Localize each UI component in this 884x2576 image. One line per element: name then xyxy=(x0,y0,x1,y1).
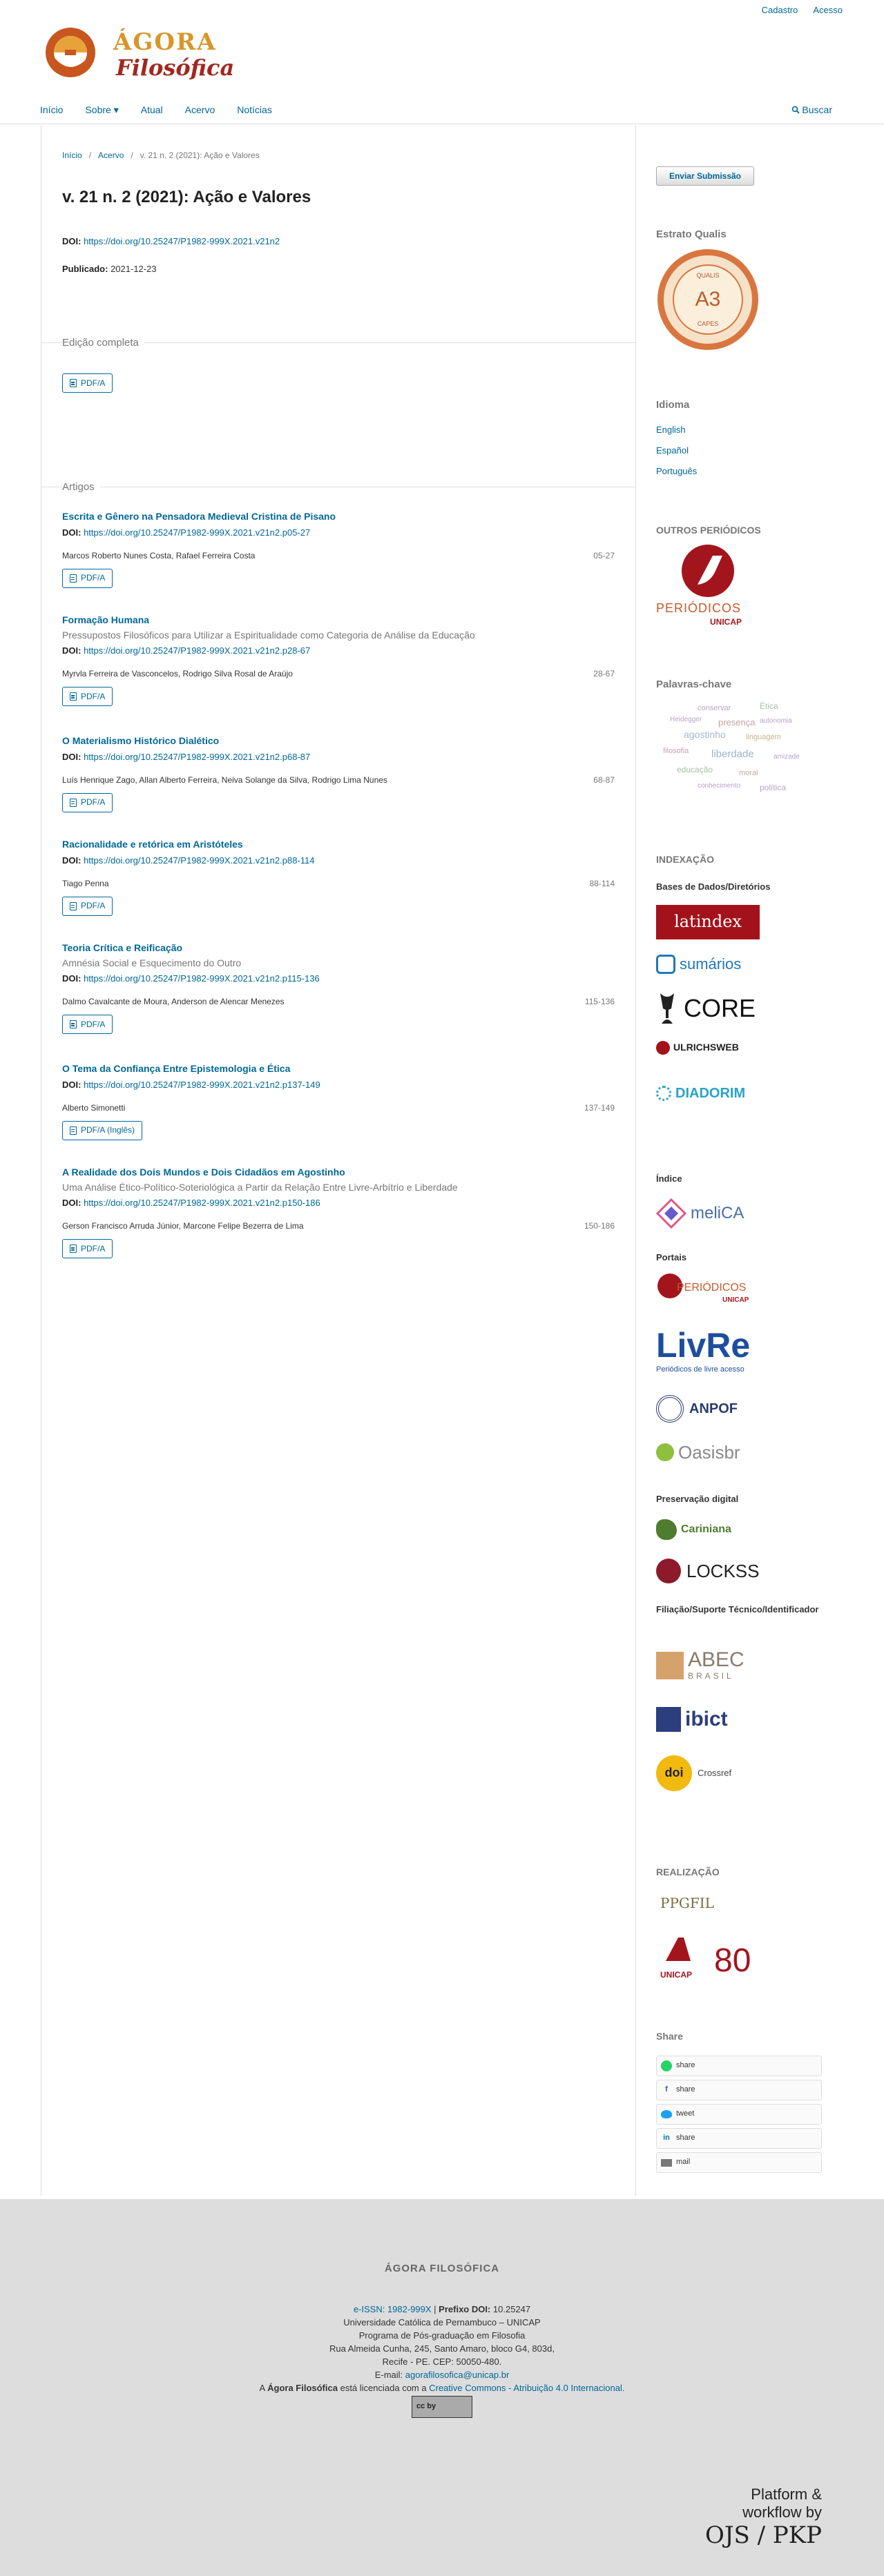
abec-wordmark xyxy=(688,1650,744,1682)
articles-heading xyxy=(41,480,635,494)
prefix-value: 10.25247 xyxy=(492,2304,531,2314)
full-edition-heading-text: Edição completa xyxy=(62,335,144,350)
article-doi xyxy=(62,1079,615,1091)
article-doi-link[interactable]: https://doi.org/10.25247/P1982-999X.2021.v21n2.p05-27 xyxy=(84,527,311,538)
article-item xyxy=(62,1062,615,1140)
lockss-icon xyxy=(656,1559,681,1583)
email-link[interactable]: agorafilosofica@unicap.br xyxy=(405,2370,510,2380)
article-pages: 115-136 xyxy=(584,997,615,1007)
ulrichs-icon xyxy=(656,1041,670,1055)
pdf-label: PDF/A xyxy=(81,573,106,583)
svg-text:conhecimento: conhecimento xyxy=(698,782,741,790)
melica-logo[interactable] xyxy=(656,1195,760,1232)
diadorim-logo[interactable] xyxy=(656,1073,760,1114)
article-authors: Tiago Penna xyxy=(62,878,109,888)
file-icon xyxy=(70,799,77,807)
share-facebook-button[interactable] xyxy=(656,2080,822,2100)
doi-label: DOI: xyxy=(62,1079,81,1090)
license-link[interactable]: Creative Commons - Atribuição 4.0 Internacional. xyxy=(429,2383,625,2393)
search-icon xyxy=(791,106,800,114)
article-pages: 137-149 xyxy=(584,1102,615,1113)
main-nav xyxy=(0,100,884,124)
anpof-icon xyxy=(656,1395,684,1423)
full-edition-heading xyxy=(41,335,635,349)
article-title[interactable]: A Realidade dos Dois Mundos e Dois Cidadãos em Agostinho xyxy=(62,1167,345,1178)
article-doi xyxy=(62,855,615,867)
qualis-top: QUALIS xyxy=(696,272,720,279)
abec-subtext: BRASIL xyxy=(688,1670,734,1681)
article-pages: 88-114 xyxy=(589,878,615,888)
abec-icon xyxy=(656,1652,684,1679)
svg-text:Heidegger: Heidegger xyxy=(670,716,702,723)
share-label: share xyxy=(676,2085,695,2094)
footer-info xyxy=(0,2303,884,2394)
footer xyxy=(0,2199,884,2576)
article-pdf-button[interactable] xyxy=(62,1015,113,1034)
anpof-text: ANPOF xyxy=(689,1401,738,1416)
ojs-pkp-logo[interactable] xyxy=(705,2486,822,2549)
nav-news[interactable]: Notícias xyxy=(237,104,272,115)
article-item xyxy=(62,1166,615,1258)
doi-label: DOI: xyxy=(62,855,81,866)
pdf-label: PDF/A xyxy=(81,691,106,701)
breadcrumb xyxy=(62,150,260,162)
apple-core-icon xyxy=(656,991,678,1026)
article-doi-link[interactable]: https://doi.org/10.25247/P1982-999X.2021.v21n2.p68-87 xyxy=(84,751,311,762)
qualis-heading: Estrato Qualis xyxy=(656,228,727,240)
article-doi xyxy=(62,527,615,539)
crossref-text: Crossref xyxy=(698,1767,732,1778)
submit-button[interactable]: Enviar Submissão xyxy=(656,166,754,186)
svg-text:conservar: conservar xyxy=(698,704,731,712)
latindex-logo[interactable] xyxy=(656,905,760,939)
article-item xyxy=(62,614,615,706)
article-doi xyxy=(62,751,615,763)
svg-text:liberdade: liberdade xyxy=(711,748,754,760)
facebook-icon: f xyxy=(665,2085,668,2094)
footer-title: ÁGORA FILOSÓFICA xyxy=(384,2263,500,2274)
article-doi-link[interactable]: https://doi.org/10.25247/P1982-999X.2021.v21n2.p115-136 xyxy=(84,973,320,984)
footer-line: Universidade Católica de Pernambuco – UNICAP xyxy=(343,2317,541,2328)
file-icon xyxy=(70,1126,77,1135)
svg-text:presença: presença xyxy=(718,717,756,728)
share-label: share xyxy=(676,2061,695,2070)
svg-text:filosofia: filosofia xyxy=(663,747,689,755)
article-meta xyxy=(62,668,615,680)
unicap-text: UNICAP xyxy=(710,617,742,627)
pdf-label: PDF/A xyxy=(81,901,106,911)
periodicos-unicap-portal-logo[interactable] xyxy=(656,1272,760,1314)
search-label: Buscar xyxy=(802,104,832,115)
page-title: v. 21 n. 2 (2021): Ação e Valores xyxy=(62,188,311,206)
mail-icon xyxy=(661,2159,672,2167)
portal-unicap-text: UNICAP xyxy=(722,1296,749,1304)
unicap-80-logo[interactable] xyxy=(656,1933,767,1989)
article-title[interactable]: O Materialismo Histórico Dialético xyxy=(62,735,220,746)
license-pre: A xyxy=(259,2383,265,2393)
doi-crossref-logo[interactable] xyxy=(656,1754,767,1793)
share-label: share xyxy=(676,2134,695,2143)
logo-text-filosofica: Filosófica xyxy=(116,55,235,81)
breadcrumb-archive[interactable]: Acervo xyxy=(98,150,124,160)
article-item xyxy=(62,734,615,812)
file-icon xyxy=(70,902,77,910)
nav-about[interactable]: Sobre ▾ xyxy=(85,104,119,115)
doi-label: DOI: xyxy=(62,645,81,656)
doi-label: DOI: xyxy=(62,1198,81,1209)
lockss-text: LOCKSS xyxy=(686,1560,760,1581)
oasisbr-icon xyxy=(656,1443,674,1461)
unicap-80-text: 80 xyxy=(714,1942,751,1979)
article-pdf-button[interactable] xyxy=(62,569,113,588)
pdf-label: PDF/A xyxy=(81,1243,106,1253)
ulrichsweb-logo[interactable] xyxy=(656,1037,760,1058)
periodicos-unicap-logo[interactable] xyxy=(656,543,767,633)
article-doi-link[interactable]: https://doi.org/10.25247/P1982-999X.2021.v21n2.p28-67 xyxy=(84,645,311,656)
ppgfil-logo[interactable] xyxy=(656,1885,767,1926)
whatsapp-icon xyxy=(661,2060,672,2071)
article-pages: 150-186 xyxy=(584,1221,615,1231)
footer-line: Recife - PE. CEP: 50050-480. xyxy=(382,2357,502,2367)
language-portuguese[interactable]: Português xyxy=(656,466,698,476)
linkedin-icon: in xyxy=(663,2134,670,2143)
right-divider xyxy=(635,125,636,2196)
language-english[interactable]: English xyxy=(656,425,686,435)
svg-text:linguagem: linguagem xyxy=(746,733,781,741)
logo-text-agora: ÁGORA xyxy=(113,28,217,56)
doi-label: DOI: xyxy=(62,973,81,984)
breadcrumb-separator: / xyxy=(88,150,92,160)
prefix-label: Prefixo DOI: xyxy=(439,2304,491,2314)
latindex-text: latindex xyxy=(674,912,742,932)
share-heading: Share xyxy=(656,2031,683,2042)
issue-published xyxy=(62,263,157,275)
full-edition-pdf-button[interactable] xyxy=(62,373,113,393)
license-journal: Ágora Filosófica xyxy=(267,2383,338,2393)
top-bar xyxy=(0,0,884,21)
published-date: 2021-12-23 xyxy=(110,264,157,274)
article-title[interactable]: Formação Humana xyxy=(62,614,150,625)
article-meta xyxy=(62,878,615,890)
portal-periodicos-text: PERIÓDICOS xyxy=(677,1282,747,1294)
affiliation-heading: Filiação/Suporte Técnico/Identificador xyxy=(656,1604,819,1614)
footer-line: Rua Almeida Cunha, 245, Santo Amaro, bloco G4, 803d, xyxy=(329,2343,555,2354)
ibict-text: ibict xyxy=(685,1708,728,1730)
anpof-logo[interactable] xyxy=(656,1392,767,1426)
article-authors: Dalmo Cavalcante de Moura, Anderson de Alencar Menezes xyxy=(62,997,285,1007)
cariniana-logo[interactable] xyxy=(656,1514,767,1545)
article-doi-link[interactable]: https://doi.org/10.25247/P1982-999X.2021.v21n2.p150-186 xyxy=(84,1198,320,1209)
livre-text: LivRe xyxy=(656,1326,751,1365)
article-meta xyxy=(62,774,615,786)
diadorim-text: DIADORIM xyxy=(675,1086,746,1101)
footer-line: Programa de Pós-graduação em Filosofia xyxy=(358,2330,526,2341)
realization-heading: REALIZAÇÃO xyxy=(656,1866,720,1877)
cc-license-badge[interactable] xyxy=(412,2396,472,2418)
portals-heading: Portais xyxy=(656,1252,687,1262)
livre-subtitle: Periódicos de livre acesso xyxy=(656,1365,744,1374)
oasisbr-text: Oasisbr xyxy=(678,1441,740,1463)
article-subtitle: Uma Análise Ético-Político-Soteriológica a Partir da Relação Entre Livre-Arbítrio e Liberdade xyxy=(62,1181,458,1193)
license-mid: está licenciada com a xyxy=(340,2383,427,2393)
login-link[interactable]: Acesso xyxy=(813,5,843,15)
article-authors: Alberto Simonetti xyxy=(62,1102,126,1113)
sumarios-logo[interactable] xyxy=(656,950,760,978)
svg-text:educação: educação xyxy=(677,765,713,774)
article-doi xyxy=(62,1197,615,1209)
article-pdf-button[interactable] xyxy=(62,1121,142,1140)
nav-home[interactable]: Início xyxy=(40,104,64,115)
footer-issn-line: e-ISSN: 1982-999X | Prefixo DOI: 10.25247 xyxy=(353,2304,531,2314)
pdf-label: PDF/A xyxy=(81,378,106,388)
platform-line-1: Platform & xyxy=(751,2486,822,2503)
twitter-icon xyxy=(661,2110,672,2118)
article-pdf-button[interactable] xyxy=(62,1239,113,1258)
cariniana-text: Cariniana xyxy=(681,1523,731,1535)
platform-line-2: workflow by xyxy=(742,2504,822,2521)
language-heading: Idioma xyxy=(656,399,690,411)
article-pages: 68-87 xyxy=(593,774,615,785)
share-linkedin-button[interactable] xyxy=(656,2128,822,2149)
article-authors: Myrvla Ferreira de Vasconcelos, Rodrigo Silva Rosal de Araújo xyxy=(62,669,293,679)
qualis-grade: A3 xyxy=(695,288,721,311)
search-link[interactable] xyxy=(791,104,832,117)
melica-icon xyxy=(656,1198,686,1229)
article-item xyxy=(62,941,615,1034)
breadcrumb-home[interactable]: Início xyxy=(62,150,82,160)
cariniana-icon xyxy=(656,1519,677,1540)
keywords-heading: Palavras-chave xyxy=(656,679,732,690)
livre-logo[interactable] xyxy=(656,1326,774,1381)
pdf-label: PDF/A xyxy=(81,1019,106,1029)
language-spanish[interactable]: Español xyxy=(656,445,689,456)
doi-label: DOI: xyxy=(62,751,81,762)
breadcrumb-separator: / xyxy=(131,150,133,160)
file-icon xyxy=(70,1245,77,1253)
melica-text: meliCA xyxy=(691,1204,744,1223)
other-journals-heading: OUTROS PERIÓDICOS xyxy=(656,525,761,536)
file-icon xyxy=(70,692,77,701)
article-pdf-button[interactable] xyxy=(62,897,113,916)
unicap-label: UNICAP xyxy=(660,1970,693,1980)
published-label: Publicado: xyxy=(62,264,108,274)
ibict-logo[interactable] xyxy=(656,1700,767,1739)
article-pages: 28-67 xyxy=(593,669,615,679)
share-label: mail xyxy=(676,2158,691,2167)
doi-badge: doi xyxy=(656,1755,692,1791)
databases-heading: Bases de Dados/Diretórios xyxy=(656,881,771,892)
periodicos-text: PERIÓDICOS xyxy=(656,601,742,615)
eissn-link[interactable]: e-ISSN: 1982-999X xyxy=(353,2304,432,2314)
ppgfil-text: PPGFIL xyxy=(660,1895,714,1911)
article-pages: 05-27 xyxy=(593,550,615,560)
article-title[interactable]: Escrita e Gênero na Pensadora Medieval Cristina de Pisano xyxy=(62,511,336,522)
qualis-badge xyxy=(656,248,760,351)
file-icon xyxy=(70,379,77,387)
ulrichs-text: ULRICHSWEB xyxy=(673,1042,739,1053)
article-meta xyxy=(62,996,615,1008)
breadcrumb-current: v. 21 n. 2 (2021): Ação e Valores xyxy=(140,150,260,160)
doi-label: DOI: xyxy=(62,527,81,538)
article-meta xyxy=(62,550,615,562)
share-mail-button[interactable] xyxy=(656,2152,822,2173)
article-pdf-button[interactable] xyxy=(62,687,113,706)
articles-heading-text: Artigos xyxy=(62,480,100,494)
diadorim-icon xyxy=(656,1086,671,1101)
article-subtitle: Pressupostos Filosóficos para Utilizar a Espiritualidade como Categoria de Análise da Educação xyxy=(62,629,475,641)
svg-text:agostinho: agostinho xyxy=(684,729,726,740)
article-pdf-button[interactable] xyxy=(62,793,113,812)
indexing-heading: INDEXAÇÃO xyxy=(656,854,715,865)
nav-items xyxy=(40,104,272,117)
email-label: E-mail: xyxy=(374,2370,403,2380)
share-whatsapp-button[interactable] xyxy=(656,2056,822,2076)
qualis-bottom: CAPES xyxy=(697,320,719,327)
footer-license-line xyxy=(0,2381,884,2394)
ibict-icon xyxy=(656,1707,681,1732)
platform-line-3: OJS / PKP xyxy=(704,2521,822,2549)
article-doi xyxy=(62,973,615,985)
abec-logo[interactable] xyxy=(656,1643,767,1688)
pdf-label: PDF/A xyxy=(81,797,106,808)
article-authors: Gerson Francisco Arruda Júnior, Marcone Felipe Bezerra de Lima xyxy=(62,1221,304,1231)
nav-current[interactable]: Atual xyxy=(140,104,163,115)
index-heading: Índice xyxy=(656,1173,682,1184)
register-link[interactable]: Cadastro xyxy=(761,5,798,15)
sumarios-text: sumários xyxy=(680,955,742,973)
article-title[interactable]: Racionalidade e retórica em Aristóteles xyxy=(62,839,243,850)
article-doi-link[interactable]: https://doi.org/10.25247/P1982-999X.2021.v21n2.p137-149 xyxy=(84,1079,320,1090)
preservation-heading: Preservação digital xyxy=(656,1494,739,1504)
abec-text: ABEC xyxy=(688,1648,744,1671)
pdf-label: PDF/A (Inglês) xyxy=(81,1125,135,1135)
article-subtitle: Amnésia Social e Esquecimento do Outro xyxy=(62,957,242,968)
svg-text:Ética: Ética xyxy=(760,701,778,711)
file-icon xyxy=(70,1020,77,1028)
article-doi xyxy=(62,645,615,657)
issue-doi xyxy=(62,235,280,248)
doi-label: DOI: xyxy=(62,236,81,246)
keyword-cloud[interactable] xyxy=(656,698,822,801)
user-links xyxy=(762,4,843,17)
core-text: CORE xyxy=(684,993,756,1022)
svg-text:política: política xyxy=(760,783,787,792)
article-meta xyxy=(62,1102,615,1114)
article-title[interactable]: Teoria Crítica e Reificação xyxy=(62,942,183,953)
article-meta xyxy=(62,1220,615,1232)
article-item xyxy=(62,838,615,916)
article-item xyxy=(62,510,615,588)
issue-doi-link[interactable]: https://doi.org/10.25247/P1982-999X.2021.v21n2 xyxy=(84,236,280,246)
svg-text:moral: moral xyxy=(739,769,758,777)
svg-text:autonomia: autonomia xyxy=(760,717,792,725)
footer-email-line xyxy=(0,2368,884,2381)
oasisbr-logo[interactable] xyxy=(656,1436,774,1468)
core-logo[interactable] xyxy=(656,988,760,1029)
article-authors: Luís Henrique Zago, Allan Alberto Ferreira, Neiva Solange da Silva, Rodrigo Lima Nunes xyxy=(62,774,387,785)
nav-archive[interactable]: Acervo xyxy=(184,104,215,115)
share-label: tweet xyxy=(676,2109,695,2118)
site-logo[interactable] xyxy=(40,23,235,99)
cc-icon: cc by xyxy=(416,2402,436,2411)
article-authors: Marcos Roberto Nunes Costa, Rafael Ferreira Costa xyxy=(62,550,256,560)
article-doi-link[interactable]: https://doi.org/10.25247/P1982-999X.2021.v21n2.p88-114 xyxy=(84,855,315,866)
article-title[interactable]: O Tema da Confiança Entre Epistemologia e Ética xyxy=(62,1063,291,1074)
share-twitter-button[interactable] xyxy=(656,2104,822,2125)
sumarios-icon xyxy=(656,955,675,974)
file-icon xyxy=(70,574,77,583)
svg-text:amizade: amizade xyxy=(774,753,800,761)
lockss-logo[interactable] xyxy=(656,1555,767,1587)
